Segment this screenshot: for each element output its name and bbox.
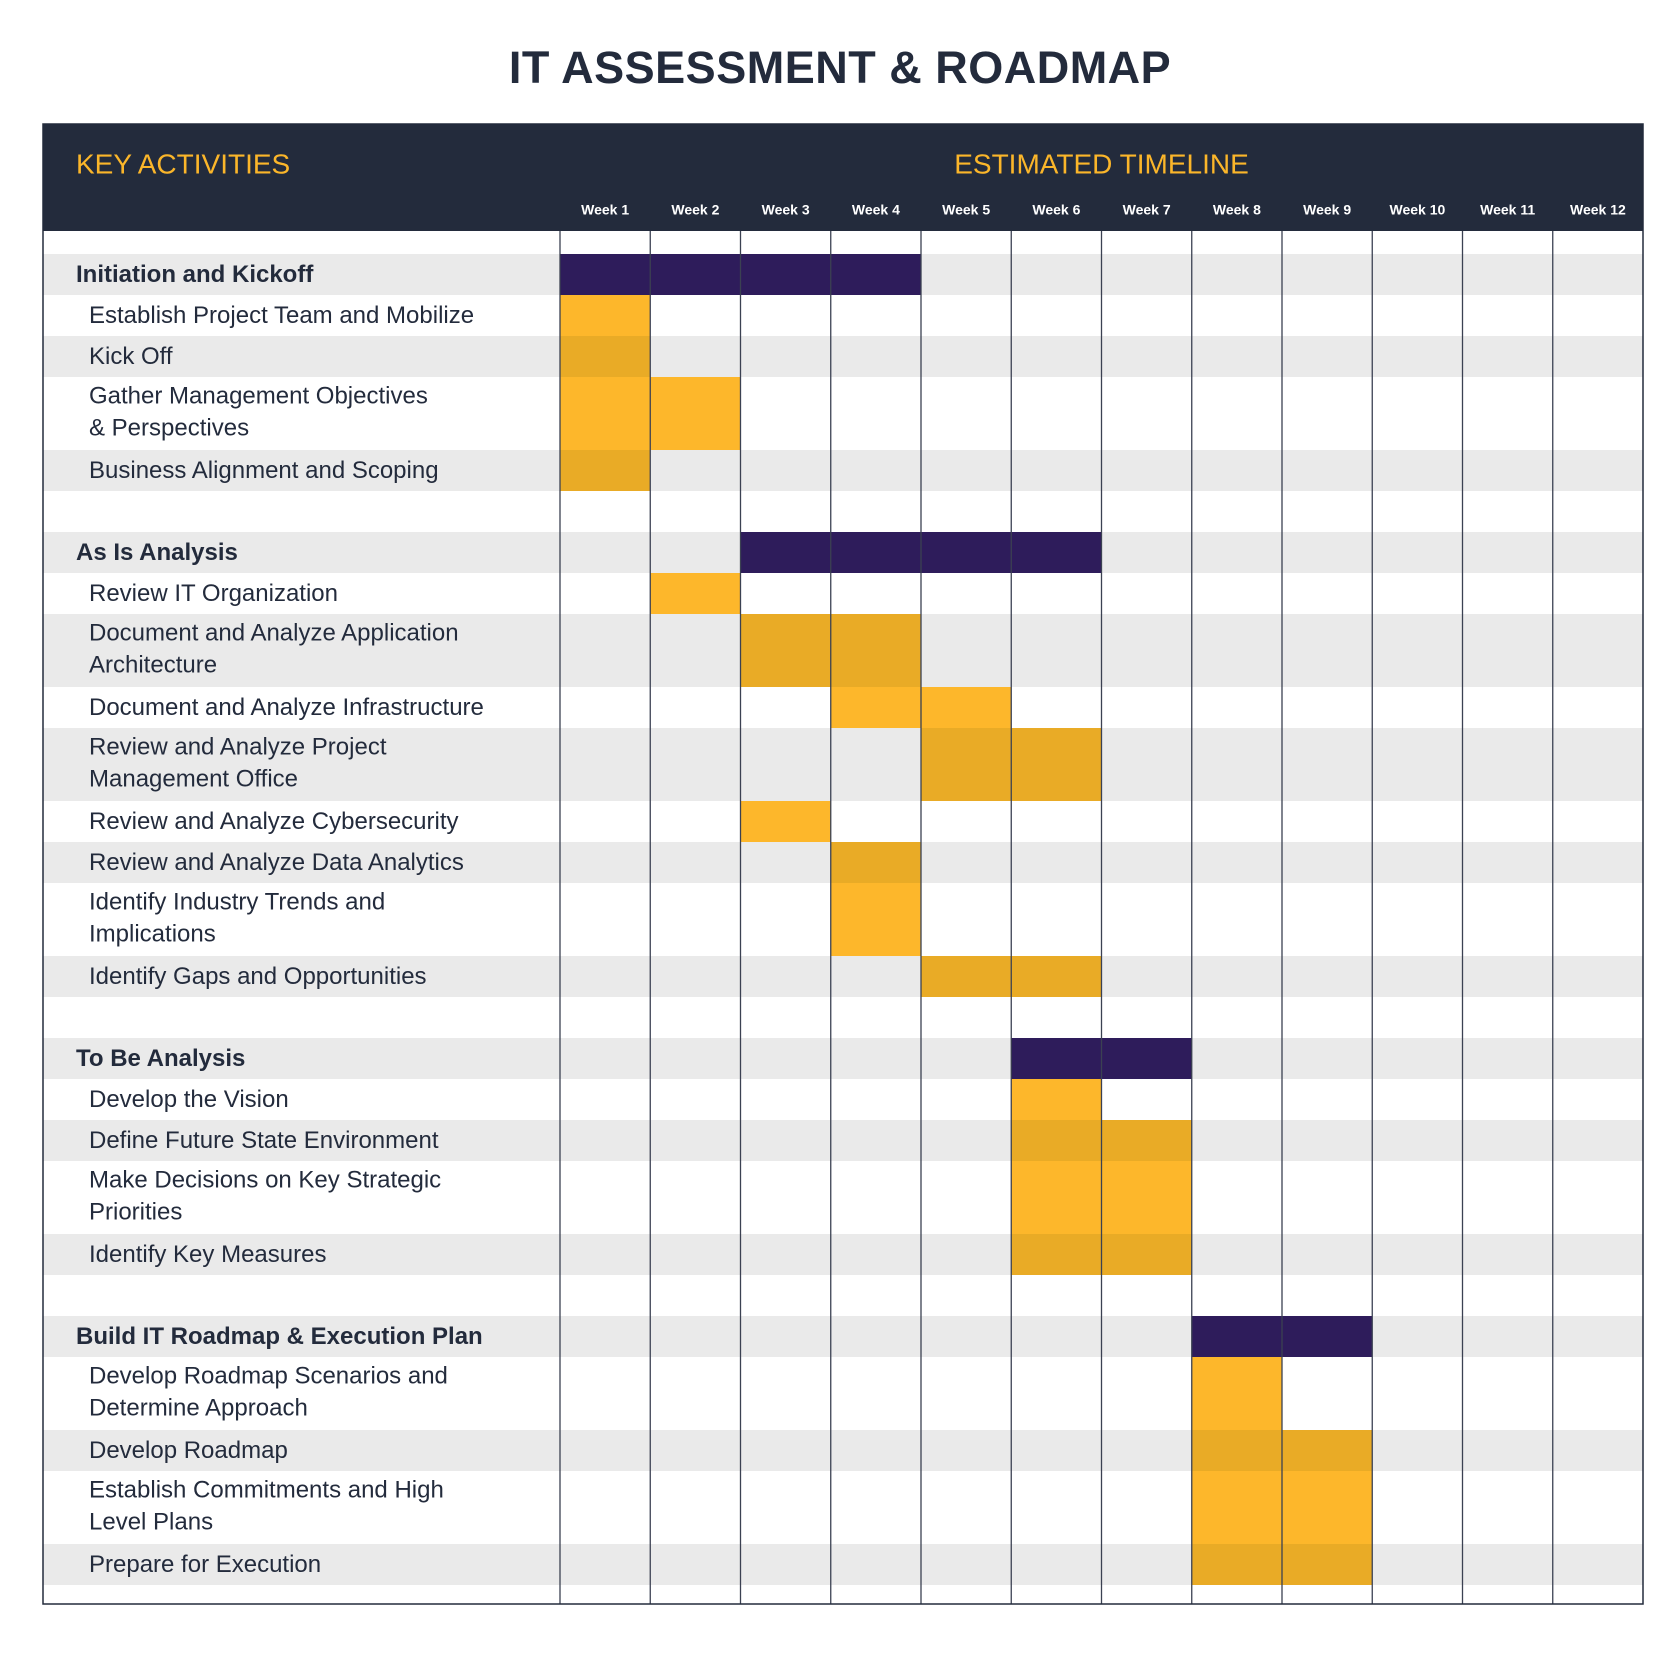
task-label-line: Develop Roadmap Scenarios and — [89, 1362, 448, 1390]
phase-label: Initiation and Kickoff — [76, 260, 314, 288]
phase-label: Build IT Roadmap & Execution Plan — [76, 1322, 483, 1350]
task-label: Review and Analyze Data Analytics — [89, 848, 464, 876]
task-label-line: Establish Commitments and High — [89, 1476, 444, 1504]
task-bar — [560, 336, 650, 377]
task-label-line: & Perspectives — [89, 414, 250, 442]
task-label: Prepare for Execution — [89, 1550, 322, 1578]
task-label: Identify Key Measures — [89, 1240, 327, 1268]
week-label: Week 7 — [1122, 201, 1171, 218]
task-label: Identify Gaps and Opportunities — [89, 962, 427, 990]
task-bar — [560, 450, 650, 491]
key-activities-header: KEY ACTIVITIES — [76, 148, 291, 180]
task-label: Develop Roadmap — [89, 1436, 288, 1464]
task-label-line: Identify Industry Trends and — [89, 888, 386, 916]
week-label: Week 8 — [1212, 201, 1261, 218]
task-label-line: Management Office — [89, 765, 299, 793]
task-bar — [1192, 1357, 1282, 1430]
task-label: Review and Analyze Cybersecurity — [89, 807, 459, 835]
task-bar — [560, 295, 650, 336]
task-label: Define Future State Environment — [89, 1126, 439, 1154]
week-label: Week 11 — [1480, 201, 1536, 218]
week-label: Week 10 — [1389, 201, 1446, 218]
task-label: Establish Project Team and Mobilize — [89, 301, 475, 329]
task-label: Kick Off — [89, 342, 173, 370]
task-label-line: Gather Management Objectives — [89, 382, 428, 410]
row-background — [43, 336, 1643, 377]
task-label-line: Determine Approach — [89, 1394, 308, 1422]
page-title: IT ASSESSMENT & ROADMAP — [508, 42, 1172, 93]
estimated-timeline-header: ESTIMATED TIMELINE — [954, 148, 1249, 180]
phase-label: As Is Analysis — [76, 538, 238, 566]
task-label-line: Document and Analyze Application — [89, 619, 459, 647]
week-label: Week 6 — [1032, 201, 1081, 218]
task-label: Review IT Organization — [89, 579, 338, 607]
week-label: Week 12 — [1569, 201, 1626, 218]
task-label-line: Implications — [89, 920, 216, 948]
task-label-line: Make Decisions on Key Strategic — [89, 1166, 442, 1194]
task-bar — [741, 801, 831, 842]
week-label: Week 4 — [851, 201, 900, 218]
week-label: Week 3 — [761, 201, 810, 218]
week-label: Week 9 — [1303, 201, 1352, 218]
task-label-line: Level Plans — [89, 1508, 214, 1536]
week-label: Week 5 — [942, 201, 991, 218]
task-label: Business Alignment and Scoping — [89, 456, 439, 484]
task-label-line: Architecture — [89, 651, 218, 679]
task-bar — [650, 573, 740, 614]
week-label: Week 1 — [581, 201, 630, 218]
week-label: Week 2 — [671, 201, 720, 218]
task-bar — [831, 842, 921, 883]
task-bar — [1011, 1079, 1101, 1120]
phase-label: To Be Analysis — [76, 1044, 246, 1072]
task-label-line: Review and Analyze Project — [89, 733, 387, 761]
task-label: Document and Analyze Infrastructure — [89, 693, 484, 721]
task-label-line: Priorities — [89, 1198, 183, 1226]
task-label: Develop the Vision — [89, 1085, 289, 1113]
row-background — [43, 1038, 1643, 1079]
task-bar — [831, 883, 921, 956]
